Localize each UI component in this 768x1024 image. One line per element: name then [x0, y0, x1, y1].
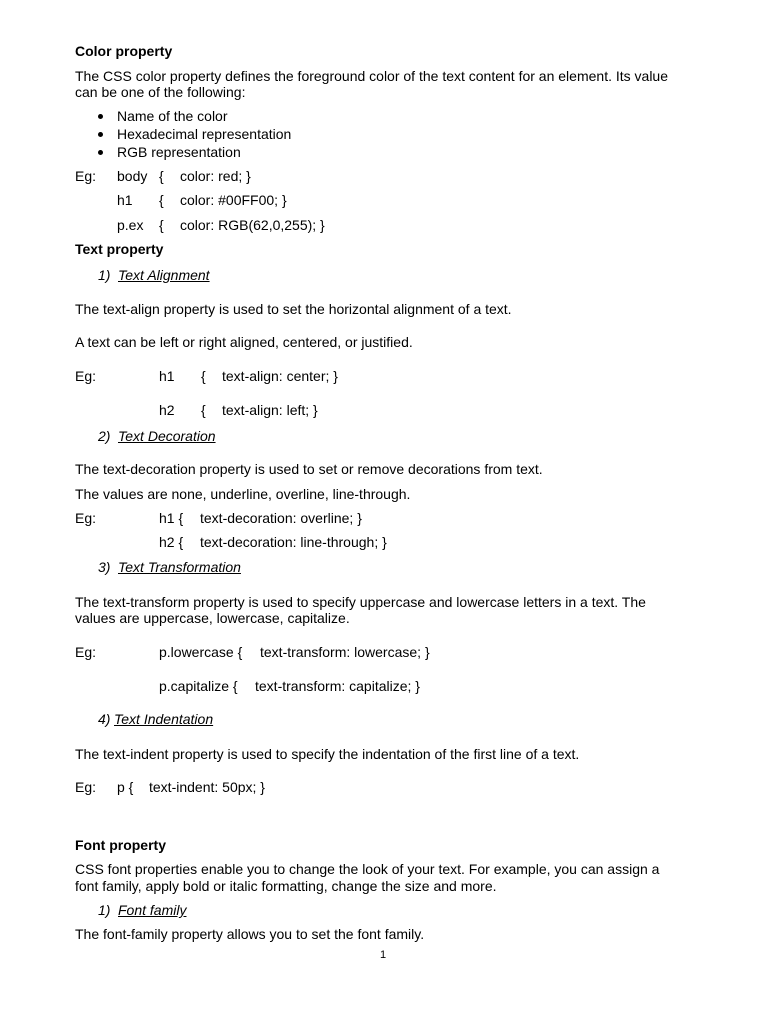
font-family-title: Font family	[118, 902, 187, 918]
color-example-brace: {	[159, 192, 164, 208]
list-number: 4)	[98, 711, 111, 727]
list-number: 2)	[98, 428, 111, 444]
text-align-paragraph-2: A text can be left or right aligned, centered, or justified.	[75, 334, 413, 350]
color-property-heading: Color property	[75, 43, 173, 59]
transform-example-selector: p.capitalize {	[159, 678, 238, 694]
text-alignment-title: Text Alignment	[118, 267, 210, 283]
decoration-example-rule: text-decoration: line-through; }	[200, 534, 387, 550]
color-example-selector: p.ex	[117, 217, 144, 233]
text-transform-paragraph-line-2: values are uppercase, lowercase, capitalize.	[75, 610, 350, 626]
bullet-icon	[98, 132, 103, 137]
list-number: 3)	[98, 559, 111, 575]
text-property-heading: Text property	[75, 241, 164, 257]
bullet-icon	[98, 150, 103, 155]
transform-eg-label: Eg:	[75, 644, 97, 660]
color-example-brace: {	[159, 168, 164, 184]
font-intro-line-2: font family, apply bold or italic formatting, change the size and more.	[75, 878, 497, 894]
decoration-example-selector: h1 {	[159, 510, 184, 526]
transform-example-rule: text-transform: capitalize; }	[255, 678, 420, 694]
color-example-rule: color: RGB(62,0,255); }	[180, 217, 325, 233]
page-number: 1	[380, 949, 387, 961]
color-example-selector: h1	[117, 192, 133, 208]
indent-example-selector: p {	[117, 779, 134, 795]
color-eg-label: Eg:	[75, 168, 97, 184]
align-eg-label: Eg:	[75, 368, 97, 384]
color-example-rule: color: red; }	[180, 168, 251, 184]
text-decoration-title: Text Decoration	[118, 428, 216, 444]
align-example-rule: text-align: left; }	[222, 402, 318, 418]
color-example-brace: {	[159, 217, 164, 233]
align-example-selector: h2	[159, 402, 175, 418]
transform-example-rule: text-transform: lowercase; }	[260, 644, 430, 660]
align-example-brace: {	[201, 402, 206, 418]
decoration-example-selector: h2 {	[159, 534, 184, 550]
bullet-item-hex: Hexadecimal representation	[117, 126, 292, 142]
color-intro-line-2: can be one of the following:	[75, 84, 246, 100]
align-example-selector: h1	[159, 368, 175, 384]
text-decoration-values: The values are none, underline, overline, line-through.	[75, 486, 411, 502]
text-indent-paragraph: The text-indent property is used to specify the indentation of the first line of a text.	[75, 746, 580, 762]
decoration-example-rule: text-decoration: overline; }	[200, 510, 362, 526]
color-example-rule: color: #00FF00; }	[180, 192, 287, 208]
color-intro-line-1: The CSS color property defines the foreground color of the text content for an element. Its value	[75, 68, 668, 84]
indent-eg-label: Eg:	[75, 779, 97, 795]
list-number: 1)	[98, 267, 111, 283]
color-example-selector: body	[117, 168, 148, 184]
text-decoration-paragraph: The text-decoration property is used to set or remove decorations from text.	[75, 461, 543, 477]
font-property-heading: Font property	[75, 837, 166, 853]
font-family-paragraph: The font-family property allows you to set the font family.	[75, 926, 425, 942]
bullet-item-rgb: RGB representation	[117, 144, 241, 160]
text-transform-paragraph-line-1: The text-transform property is used to specify uppercase and lowercase letters in a text. The	[75, 594, 646, 610]
text-align-paragraph: The text-align property is used to set the horizontal alignment of a text.	[75, 301, 512, 317]
list-number: 1)	[98, 902, 111, 918]
indent-example-rule: text-indent: 50px; }	[149, 779, 265, 795]
font-intro-line-1: CSS font properties enable you to change the look of your text. For example, you can assign a	[75, 861, 660, 877]
align-example-brace: {	[201, 368, 206, 384]
bullet-icon	[98, 114, 103, 119]
bullet-item-color-name: Name of the color	[117, 108, 228, 124]
decoration-eg-label: Eg:	[75, 510, 97, 526]
text-indentation-title: Text Indentation	[114, 711, 214, 727]
transform-example-selector: p.lowercase {	[159, 644, 243, 660]
text-transformation-title: Text Transformation	[118, 559, 241, 575]
align-example-rule: text-align: center; }	[222, 368, 338, 384]
